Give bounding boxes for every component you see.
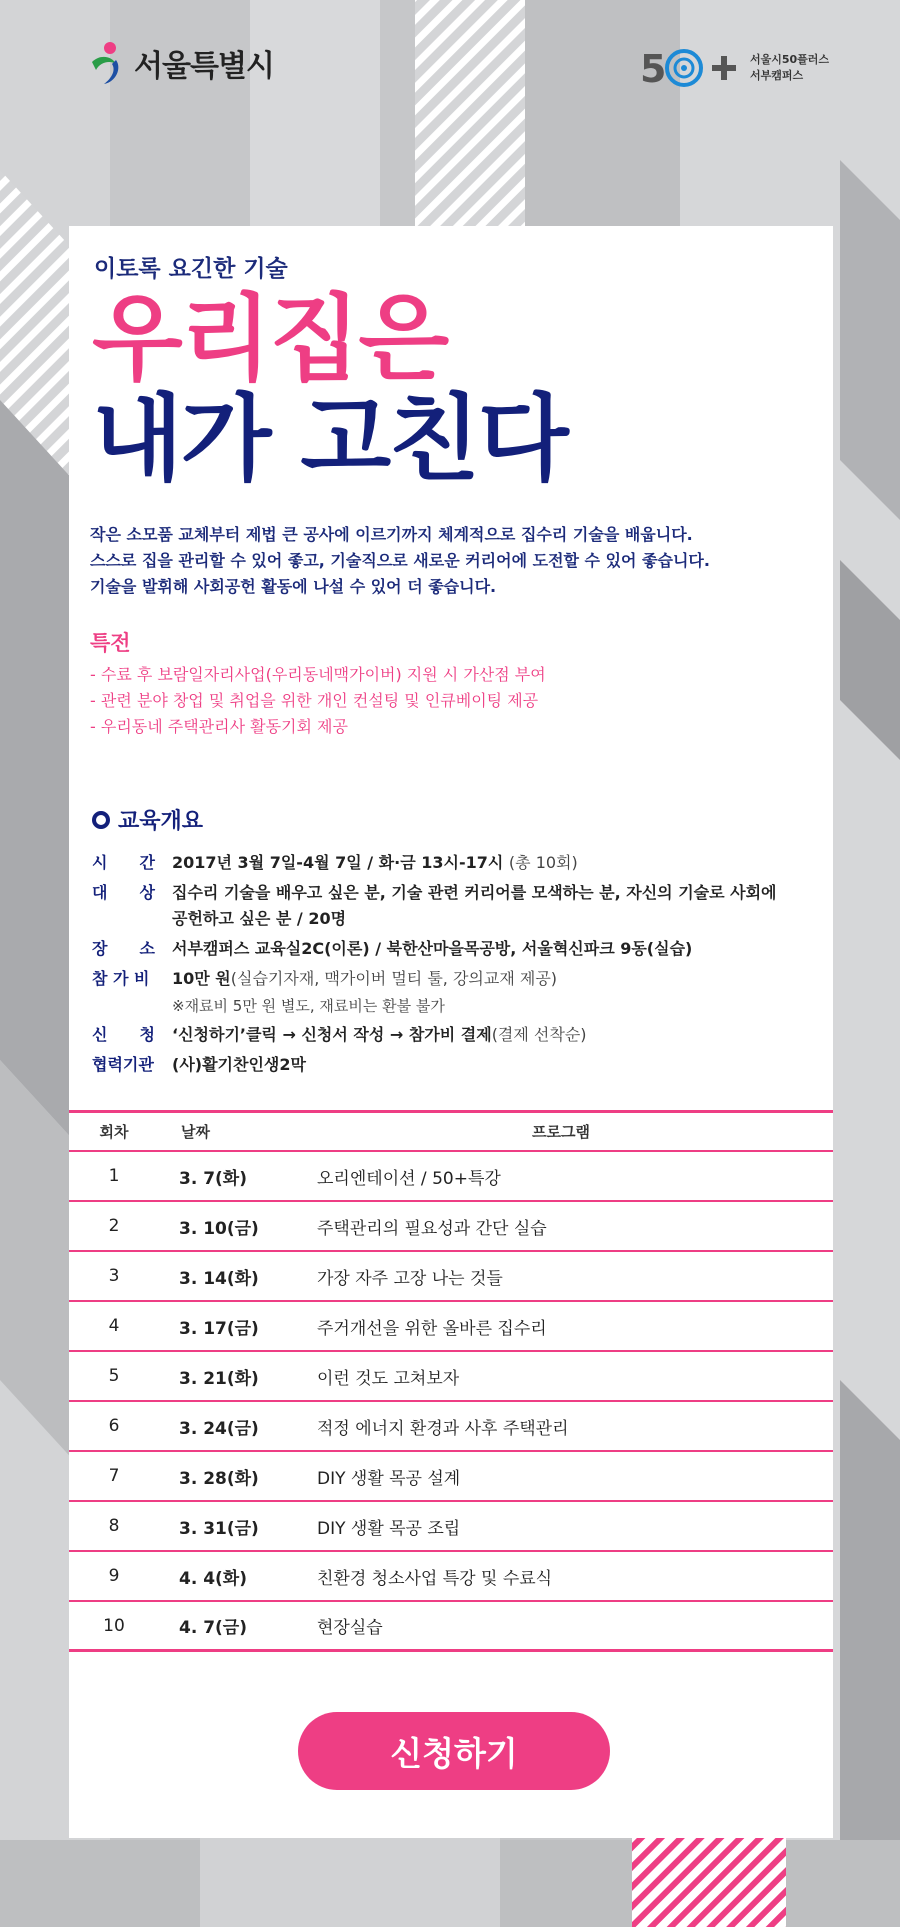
info-label: 협력기관 xyxy=(92,1055,154,1074)
header-date: 날짜 xyxy=(181,1123,210,1141)
info-row-target xyxy=(92,880,792,932)
fifty-plus-emblem-icon xyxy=(640,44,740,92)
perks-list xyxy=(90,662,546,740)
fee-value: 10만 원 xyxy=(172,969,231,988)
session-program: DIY 생활 목공 설계 xyxy=(317,1468,461,1489)
session-number: 1 xyxy=(108,1166,120,1186)
info-label: 장 소 xyxy=(92,939,155,958)
fifty-plus-logo-line2: 서부캠퍼스 xyxy=(750,69,804,82)
info-label: 신 청 xyxy=(92,1025,155,1044)
seoul-logo-text: 서울특별시 xyxy=(134,49,274,84)
info-row-place xyxy=(92,936,792,962)
hero-eyebrow: 이토록 요긴한 기술 xyxy=(94,256,288,282)
info-label: 시 간 xyxy=(92,853,155,872)
table-row xyxy=(69,1502,833,1552)
apply-extra: (결제 선착순) xyxy=(491,1025,587,1044)
apply-value: ‘신청하기’클릭 → 신청서 작성 → 참가비 결제 xyxy=(172,1025,492,1044)
header xyxy=(0,0,900,130)
session-program: 적정 에너지 환경과 사후 주택관리 xyxy=(317,1418,569,1439)
header-session: 회차 xyxy=(99,1123,129,1141)
intro-line: 작은 소모품 교체부터 제법 큰 공사에 이르기까지 체계적으로 집수리 기술을 배웁니다. xyxy=(90,525,693,544)
target-value: 집수리 기술을 배우고 싶은 분, 기술 관련 커리어를 모색하는 분, 자신의 기술로 사회에 공헌하고 싶은 분 / 20명 xyxy=(172,883,777,928)
session-program: 오리엔테이션 / 50+특강 xyxy=(317,1168,501,1189)
session-date: 3. 7(화) xyxy=(179,1168,247,1189)
fee-note: ※재료비 5만 원 별도, 재료비는 환불 불가 xyxy=(172,997,445,1015)
info-row-apply xyxy=(92,1022,792,1048)
info-label: 참 가 비 xyxy=(92,969,150,988)
info-value xyxy=(172,850,792,876)
table-row xyxy=(69,1352,833,1402)
overview-title-text: 교육개요 xyxy=(118,809,204,834)
session-program: DIY 생활 목공 조립 xyxy=(317,1518,461,1539)
table-row xyxy=(69,1152,833,1202)
fifty-plus-logo-text xyxy=(750,52,829,84)
session-date: 4. 4(화) xyxy=(179,1568,247,1589)
session-number: 8 xyxy=(108,1516,120,1536)
session-date: 3. 24(금) xyxy=(179,1418,259,1439)
info-value xyxy=(172,966,792,992)
session-date: 3. 31(금) xyxy=(179,1518,259,1539)
session-date: 3. 14(화) xyxy=(179,1268,259,1289)
table-row xyxy=(69,1602,833,1652)
hero-title-line1: 우리집은 xyxy=(92,285,448,394)
session-number: 2 xyxy=(108,1216,120,1236)
perks-title: 특전 xyxy=(90,631,131,655)
session-number: 7 xyxy=(108,1466,120,1486)
info-row-partner xyxy=(92,1052,792,1078)
table-row xyxy=(69,1452,833,1502)
overview-title xyxy=(92,804,203,835)
session-number: 5 xyxy=(108,1366,120,1386)
header-program: 프로그램 xyxy=(532,1123,590,1141)
intro-text xyxy=(90,522,710,600)
table-row xyxy=(69,1402,833,1452)
session-date: 4. 7(금) xyxy=(179,1618,247,1638)
time-extra: (총 10회) xyxy=(508,853,578,872)
session-date: 3. 10(금) xyxy=(179,1218,259,1239)
partner-value: (사)활기찬인생2막 xyxy=(172,1055,306,1074)
session-date: 3. 28(화) xyxy=(179,1468,259,1489)
schedule-table xyxy=(69,1110,833,1652)
fifty-plus-logo-line1: 서울시50플러스 xyxy=(750,53,830,66)
perk-item: - 우리동네 주택관리사 활동기회 제공 xyxy=(90,717,348,736)
table-row xyxy=(69,1552,833,1602)
overview-info xyxy=(92,850,792,1082)
session-number: 6 xyxy=(108,1416,120,1436)
session-date: 3. 21(화) xyxy=(179,1368,259,1389)
seoul-logo[interactable] xyxy=(86,40,274,86)
apply-button[interactable]: 신청하기 xyxy=(298,1712,610,1790)
fee-extra: (실습기자재, 맥가이버 멀티 툴, 강의교재 제공) xyxy=(230,969,558,988)
fifty-plus-logo[interactable] xyxy=(640,44,829,92)
session-number: 3 xyxy=(108,1266,120,1286)
intro-line: 스스로 집을 관리할 수 있어 좋고, 기술직으로 새로운 커리어에 도전할 수 있어 좋습니다. xyxy=(90,551,710,570)
session-program: 주택관리의 필요성과 간단 실습 xyxy=(317,1218,547,1239)
seoul-emblem-icon xyxy=(86,40,128,86)
info-row-time xyxy=(92,850,792,876)
table-row xyxy=(69,1252,833,1302)
perk-item: - 수료 후 보람일자리사업(우리동네맥가이버) 지원 시 가산점 부여 xyxy=(90,665,546,684)
session-program: 친환경 청소사업 특강 및 수료식 xyxy=(317,1568,553,1589)
perk-item: - 관련 분야 창업 및 취업을 위한 개인 컨설팅 및 인큐베이팅 제공 xyxy=(90,691,539,710)
table-row xyxy=(69,1202,833,1252)
info-value xyxy=(172,1022,792,1048)
session-date: 3. 17(금) xyxy=(179,1318,259,1339)
session-number: 10 xyxy=(103,1615,125,1636)
session-number: 4 xyxy=(108,1316,120,1336)
place-value: 서부캠퍼스 교육실2C(이론) / 북한산마을목공방, 서울혁신파크 9동(실습) xyxy=(172,939,693,958)
info-row-fee xyxy=(92,966,792,992)
schedule-header-row xyxy=(69,1110,833,1152)
circle-bullet-icon xyxy=(92,811,110,829)
info-label: 대 상 xyxy=(92,883,155,902)
session-program: 이런 것도 고쳐보자 xyxy=(317,1368,460,1389)
time-value: 2017년 3월 7일-4월 7일 / 화·금 13시-17시 xyxy=(172,853,504,872)
session-program: 가장 자주 고장 나는 것들 xyxy=(317,1268,503,1289)
hero-title-line2: 내가 고친다 xyxy=(92,385,567,494)
svg-text:5: 5 xyxy=(640,47,667,91)
session-program: 현장실습 xyxy=(317,1618,383,1638)
session-program: 주거개선을 위한 올바른 집수리 xyxy=(317,1318,547,1339)
session-number: 9 xyxy=(108,1566,120,1586)
intro-line: 기술을 발휘해 사회공헌 활동에 나설 수 있어 더 좋습니다. xyxy=(90,577,497,596)
table-row xyxy=(69,1302,833,1352)
